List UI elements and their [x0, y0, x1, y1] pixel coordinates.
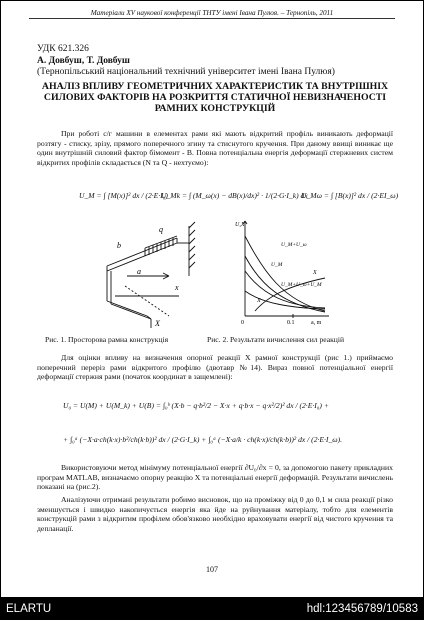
handle-link[interactable]: hdl:123456789/10583 — [306, 603, 418, 615]
figure-2-caption: Рис. 2. Результати вичислення сил реакцій — [207, 335, 345, 344]
authors: А. Довбуш, Т. Довбуш — [37, 56, 130, 66]
repository-name[interactable]: ELARTU — [6, 603, 52, 615]
paper-title: АНАЛІЗ ВПЛИВУ ГЕОМЕТРИЧНИХ ХАРАКТЕРИСТИК ТА ВНУТРІШНІХ СИЛОВИХ ФАКТОРІВ НА РОЗКРИТТЯ СТАТИЧНОЇ НЕВИЗНАЧЕНОСТІ РАМНИХ КОНСТРУКЦІЙ — [41, 81, 389, 114]
paragraph-method: Для оцінки впливу на визначення опорної реакції X рамної конструкції (рис 1.) приймаємо поперечний переріз рами відкритого профілю (двотавр №14). Вираз повної потенціальної енергії деформації стержня рами (початок координат в защемлені): — [37, 353, 393, 382]
document-page — [1, 1, 423, 597]
paragraph-conclusion: Аналізуючи отримані результати робимо висновок, що на проміжку від 0 до 0,1 м сила реакції різко зменшується і швидко накопичується енергія яка йде на руйнування матеріалу, тобто для елементів конструкцій рами з відкритим профілем обов'язково необхідно враховувати енергії від чистого кручення та депланації. — [37, 495, 393, 533]
curve-label-2: U_M — [271, 262, 283, 268]
formula-total-energy: U₀ = U(M) + U(M_k) + U(B) = ∫₀ᵇ (X·b − q·b²/2 − X·x + q·b·x − q·x²/2)² dx / (2·E·I₀) + — [63, 401, 329, 410]
running-header: Матеріали XV наукової конференції ТНТУ імені Івана Пулюя. – Тернопіль, 2011 — [29, 9, 395, 19]
results-figure — [233, 216, 333, 331]
label-x-small: x — [175, 283, 179, 292]
paragraph-intro: При роботі с/г машини в елементах рами які мають відкритий профіль виникають деформації розтягу - стиску, зрізу, прямого поперечного згину та стиснутого кручення. При даному ввищі виникає ще один внутрішній силовий фактор бімомент - В. Повна потенціальна енергія деформації стержневих систем відкритих профілів складається (N та Q - нехтуємо): — [37, 129, 393, 167]
tick-0: 0 — [241, 320, 244, 326]
curve-label-3: U_M+U_ω+U_M — [281, 282, 322, 288]
paragraph-minimum-energy: Використовуючи метод мінімуму потенціальної енергії ∂U₀/∂x = 0, за допомогою пакету прикладних програм MATLAB, визначаємо опорну реакцію X та потенціальні енергії деформацій. Результати вичислень показані на (рис.2). — [37, 463, 393, 492]
formula-energy-bending: U_M = ∫ [M(x)]² dx / (2·E·I₀) — [79, 191, 168, 200]
affiliation: (Тернопільський національний технічний університет імені Івана Пулюя) — [37, 67, 335, 77]
formula-energy-bimoment: U_Mω = ∫ [B(x)]² dx / (2·EI_ω) — [301, 191, 399, 200]
formula-total-energy-cont: + ∫₀ᵃ (−X·a·ch(k·x)·b²/ch(k·b))² dx / (2·G·I_k) + ∫₀ᵃ (−X·a/k · ch(k·x)/ch(k·b))² dx / (2·E·I_ω). — [63, 435, 343, 444]
label-X: X — [155, 319, 160, 328]
udk-code: УДК 621.326 — [37, 44, 89, 54]
page-number: 107 — [206, 565, 218, 574]
y-axis-label: U,X — [235, 222, 245, 228]
frame-figure — [97, 216, 217, 331]
footer-bar — [0, 600, 424, 620]
label-q: q — [159, 225, 163, 234]
curve-label-1: U_M+U_ω — [281, 242, 307, 248]
label-a: a — [137, 267, 141, 276]
tick-a-m: a, m — [311, 320, 322, 326]
curve-label-5: X — [257, 298, 261, 304]
formula-energy-torsion: U_Mk = ∫ (M_ω(x) − dB(x)/dx)² · 1/(2·G·I_k) dx — [161, 191, 308, 200]
curve-label-4: X — [313, 270, 317, 276]
figure-1-caption: Рис. 1. Просторова рамна конструкція — [45, 335, 169, 344]
label-b: b — [117, 241, 121, 250]
tick-0-1: 0.1 — [287, 320, 295, 326]
